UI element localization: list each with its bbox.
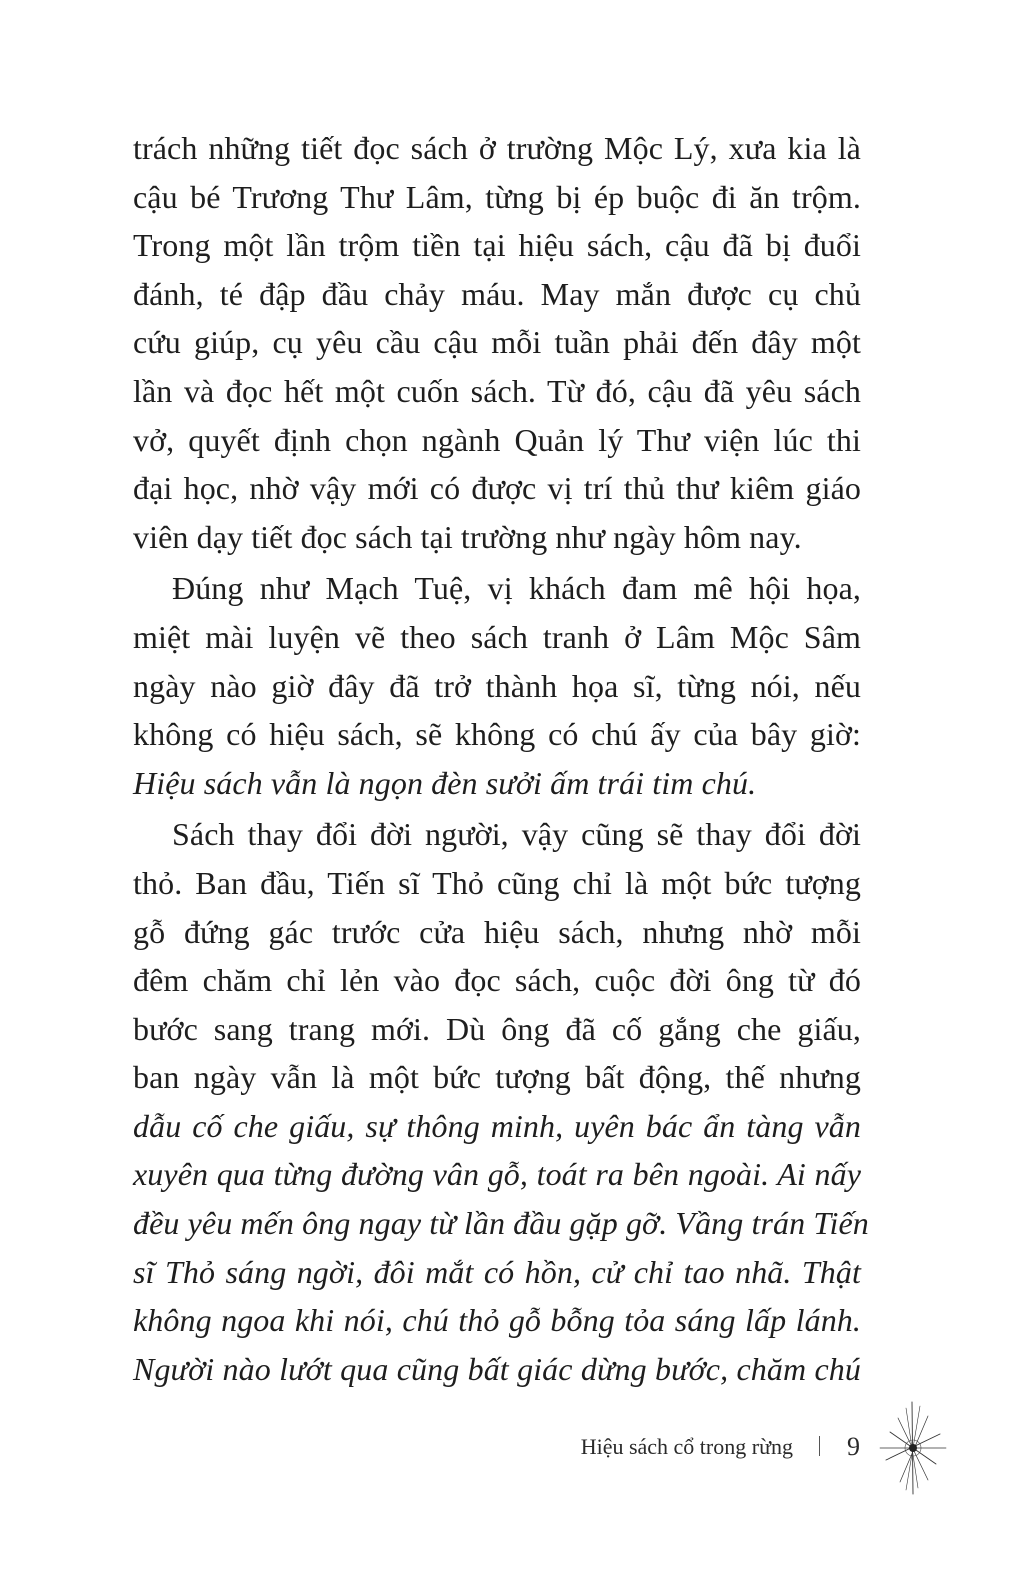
text-line: đêm chăm chỉ lẻn vào đọc sách, cuộc đời ông từ đó xyxy=(133,962,861,999)
italic-text-line: sĩ Thỏ sáng ngời, đôi mắt có hồn, cử chỉ tao nhã. Thật xyxy=(133,1253,861,1290)
page-footer xyxy=(0,1432,1024,1492)
text-line: trách những tiết đọc sách ở trường Mộc Lý, xưa kia là xyxy=(133,130,861,166)
text-line: bước sang trang mới. Dù ông đã cố gắng che giấu, xyxy=(133,1010,861,1047)
text-line: lần và đọc hết một cuốn sách. Từ đó, cậu đã yêu sách xyxy=(133,372,861,409)
footer-divider xyxy=(819,1436,820,1456)
text-line: Sách thay đổi đời người, vậy cũng sẽ thay đổi đời xyxy=(172,816,861,853)
text-line: viên dạy tiết đọc sách tại trường như ngày hôm nay. xyxy=(133,518,802,555)
paragraph-1 xyxy=(133,124,861,561)
text-line: ngày nào giờ đây đã trở thành họa sĩ, từng nói, nếu xyxy=(133,667,861,704)
text-line: đại học, nhờ vậy mới có được vị trí thủ thư kiêm giáo xyxy=(133,470,861,507)
text-line: ban ngày vẫn là một bức tượng bất động, thế nhưng xyxy=(133,1059,861,1096)
sparkle-icon xyxy=(878,1398,948,1498)
body-text xyxy=(133,124,869,1393)
paragraph-2 xyxy=(133,564,861,807)
text-line: cứu giúp, cụ yêu cầu cậu mỗi tuần phải đến đây một xyxy=(133,324,861,361)
text-line: miệt mài luyện vẽ theo sách tranh ở Lâm Mộc Sâm xyxy=(133,618,861,655)
paragraph-3 xyxy=(133,810,869,1393)
italic-quote-line: Hiệu sách vẫn là ngọn đèn sưởi ấm trái tim chú. xyxy=(133,764,757,801)
page-number: 9 xyxy=(847,1432,860,1461)
italic-text-line: Người nào lướt qua cũng bất giác dừng bước, chăm chú xyxy=(133,1350,861,1387)
text-line: gỗ đứng gác trước cửa hiệu sách, nhưng nhờ mỗi xyxy=(133,913,861,950)
italic-text-line: dẫu cố che giấu, sự thông minh, uyên bác ẩn tàng vẫn xyxy=(133,1107,861,1144)
text-line: cậu bé Trương Thư Lâm, từng bị ép buộc đi ăn trộm. xyxy=(133,178,861,215)
italic-text-line: không ngoa khi nói, chú thỏ gỗ bỗng tỏa sáng lấp lánh. xyxy=(133,1302,861,1339)
text-line: vở, quyết định chọn ngành Quản lý Thư viện lúc thi xyxy=(133,421,861,458)
text-line: Trong một lần trộm tiền tại hiệu sách, cậu đã bị đuổi xyxy=(133,227,861,264)
text-line: không có hiệu sách, sẽ không có chú ấy của bây giờ: xyxy=(133,716,861,753)
text-line: Đúng như Mạch Tuệ, vị khách đam mê hội họa, xyxy=(172,570,861,607)
italic-text-line: đều yêu mến ông ngay từ lần đầu gặp gỡ. Vầng trán Tiến xyxy=(133,1205,869,1242)
text-line: thỏ. Ban đầu, Tiến sĩ Thỏ cũng chỉ là một bức tượng xyxy=(133,864,861,901)
italic-text-line: xuyên qua từng đường vân gỗ, toát ra bên ngoài. Ai nấy xyxy=(133,1156,861,1193)
running-title: Hiệu sách cổ trong rừng xyxy=(580,1434,793,1459)
text-line: đánh, té đập đầu chảy máu. May mắn được cụ chủ xyxy=(133,275,861,312)
